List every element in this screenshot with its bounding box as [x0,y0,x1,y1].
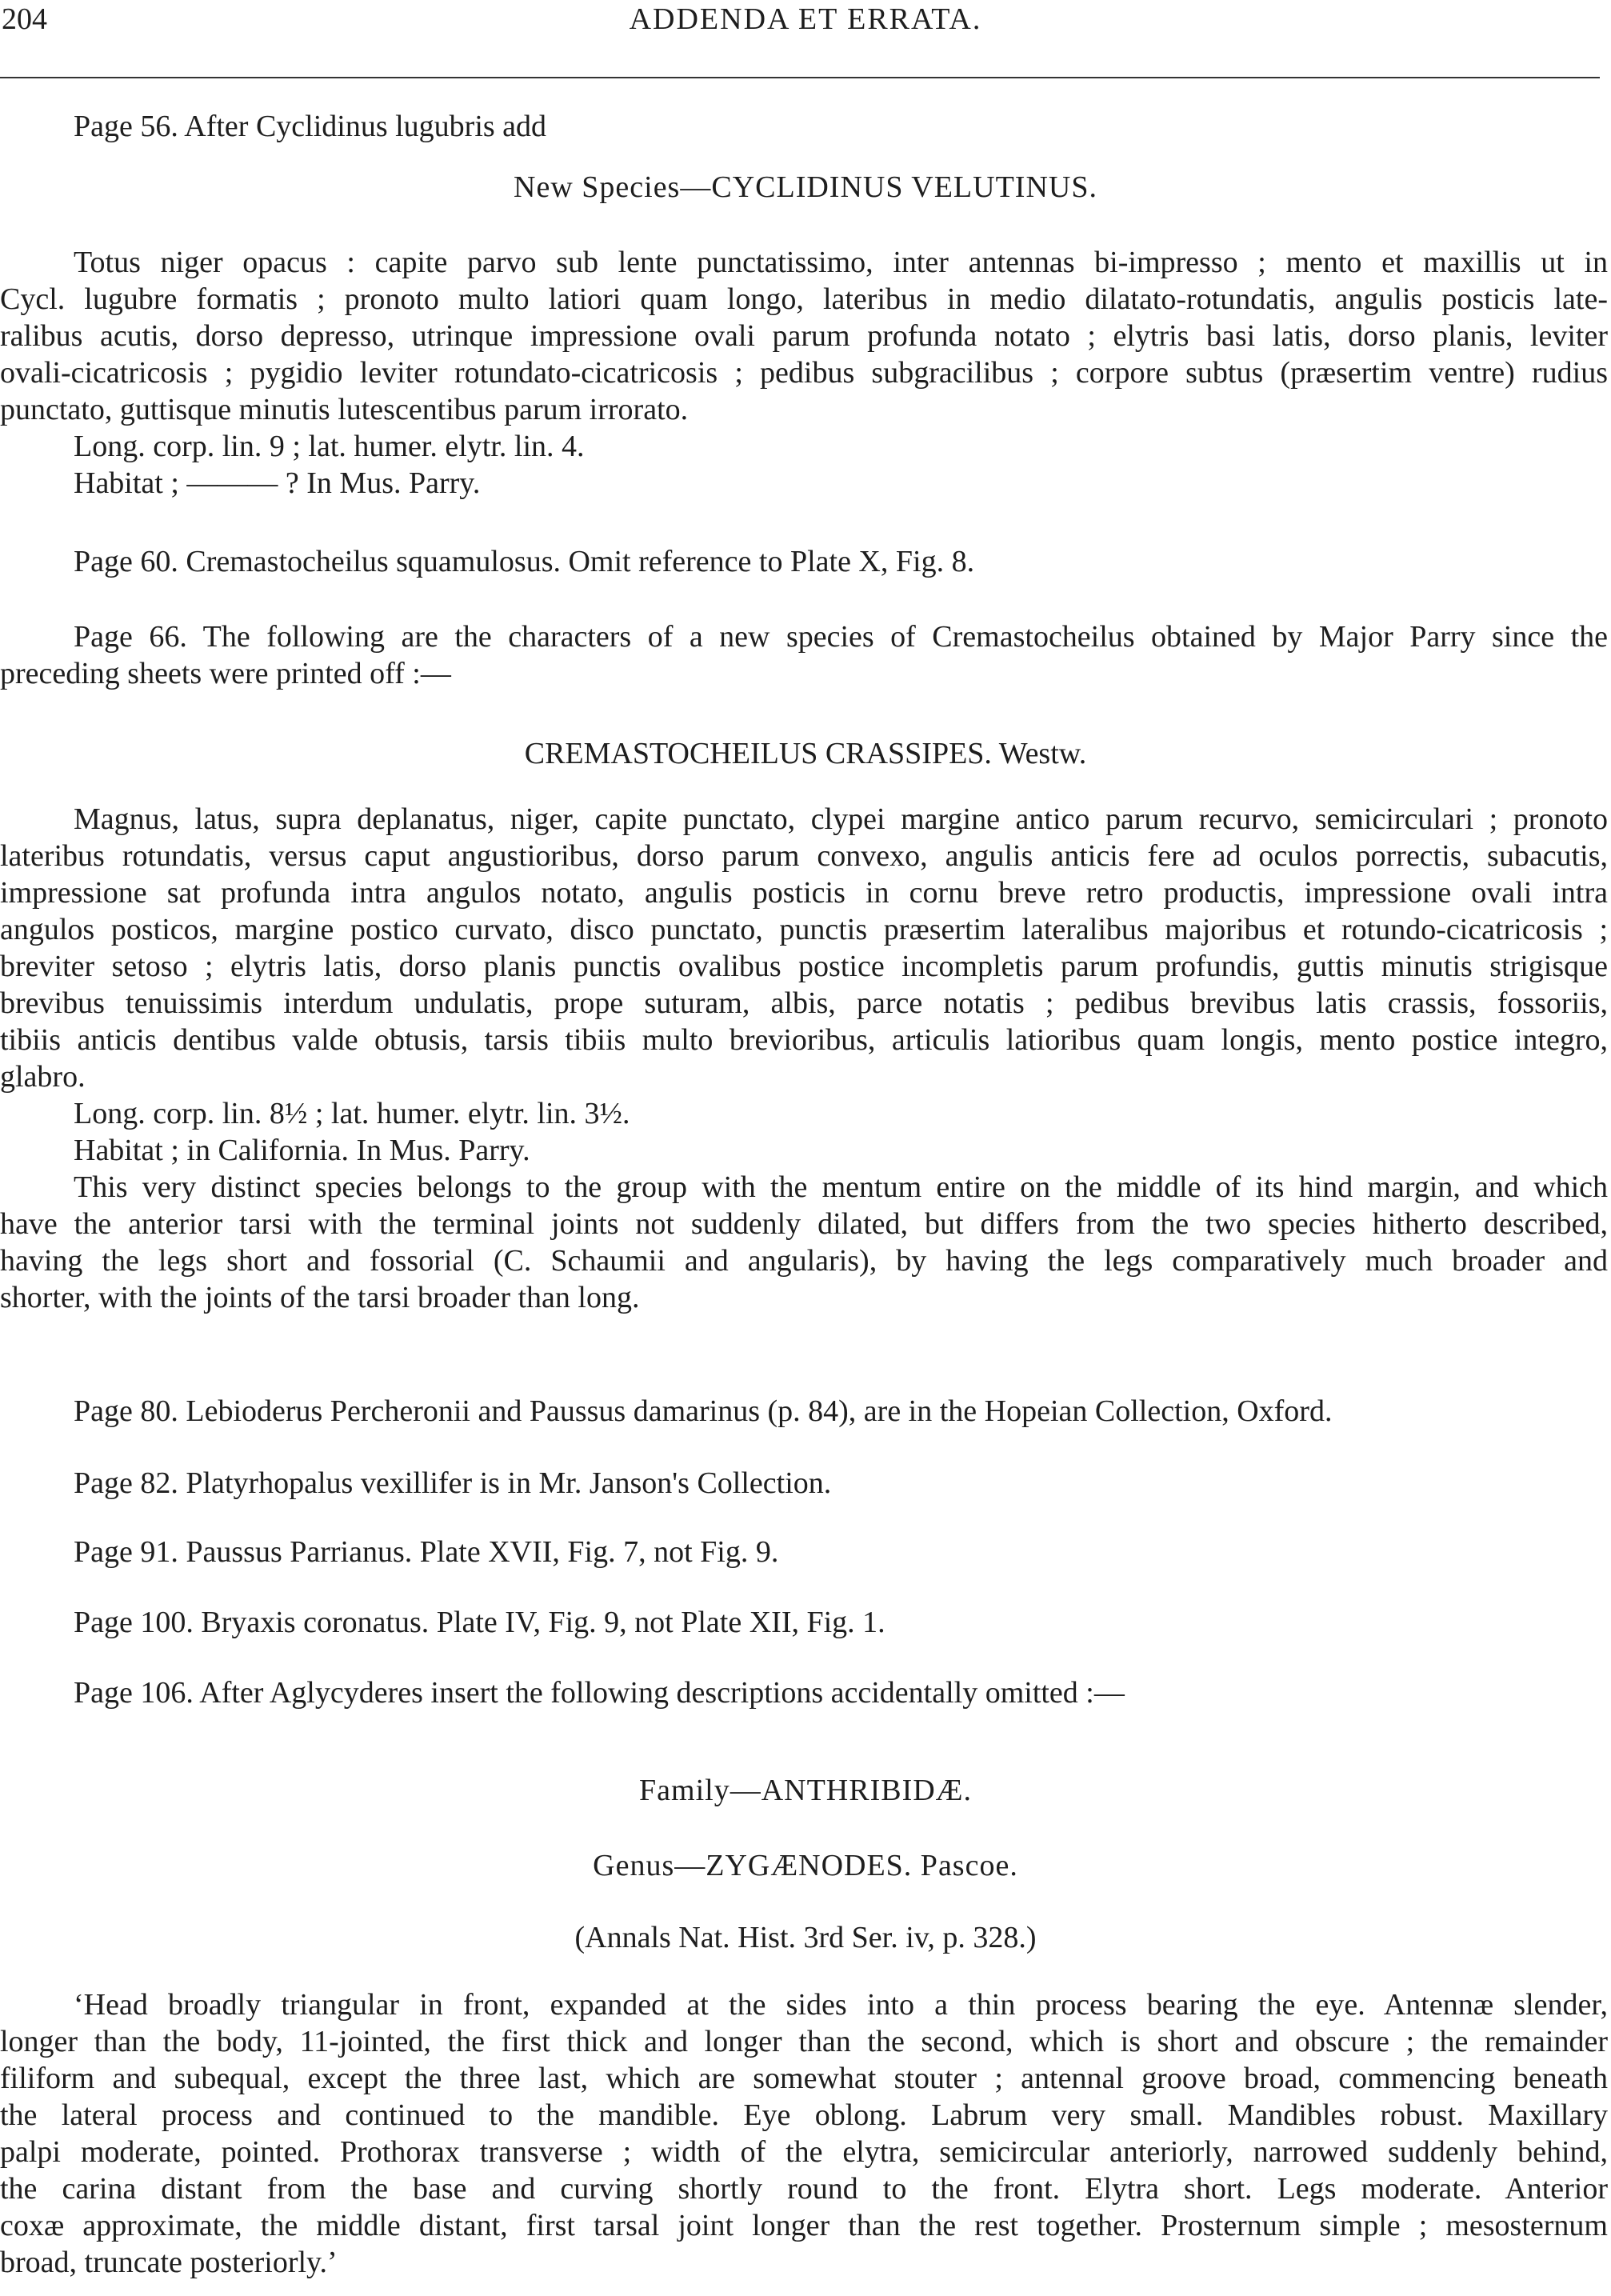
erratum-page-66: Page 66. The following are the characters of a new species of Cremastocheilus obtained by Major Parry since the [74,620,1608,654]
description-line: impressione sat profunda intra angulos notato, angulis posticis in cornu breve retro productis, impressione ovali intra [0,876,1608,910]
description-line: Magnus, latus, supra deplanatus, niger, capite punctato, clypei margine antico parum recurvo, semicirculari ; pronoto [74,802,1608,836]
remarks-line: shorter, with the joints of the tarsi broader than long. [0,1281,640,1314]
description-line: lateribus rotundatis, versus caput angustioribus, dorso parum convexo, angulis anticis fere ad oculos porrectis, subacutis, [0,839,1608,873]
habitat-line: Habitat ; in California. In Mus. Parry. [74,1134,530,1167]
erratum-page-100: Page 100. Bryaxis coronatus. Plate IV, Fig. 9, not Plate XII, Fig. 1. [74,1606,885,1639]
heading-cyclidinus-velutinus: New Species—CYCLIDINUS VELUTINUS. [514,170,1097,204]
quotation-line: broad, truncate posteriorly.’ [0,2246,338,2279]
heading-cremastocheilus-crassipes: CREMASTOCHEILUS CRASSIPES. Westw. [524,737,1087,770]
remarks-line: have the anterior tarsi with the terminal joints not suddenly dilated, but differs from the two species hitherto described, [0,1207,1608,1241]
erratum-page-106: Page 106. After Aglycyderes insert the following descriptions accidentally omitted :— [74,1676,1125,1710]
description-line: punctato, guttisque minutis lutescentibus parum irrorato. [0,393,689,426]
description-line: ralibus acutis, dorso depresso, utrinque impressione ovali parum profunda notato ; elytris basi latis, dorso planis, leviter [0,319,1608,353]
erratum-page-82: Page 82. Platyrhopalus vexillifer is in Mr. Janson's Collection. [74,1466,832,1500]
quotation-line: coxæ approximate, the middle distant, first tarsal joint longer than the rest together. Prosternum simple ; mesosternum [0,2209,1608,2242]
quotation-line: the carina distant from the base and curving shortly round to the front. Elytra short. Legs moderate. Anterior [0,2172,1608,2206]
page-header [0,0,1611,48]
page-number: 204 [2,2,47,36]
description-line: breviter setoso ; elytris latis, dorso planis punctis ovalibus postice incompletis parum profundis, guttis minutis strigisque [0,950,1608,983]
heading-genus-zygaenodes: Genus—ZYGÆNODES. Pascoe. [593,1849,1018,1882]
description-line: Totus niger opacus : capite parvo sub lente punctatissimo, inter antennas bi-impresso ; mento et maxillis ut in [74,246,1608,279]
reference-citation: (Annals Nat. Hist. 3rd Ser. iv, p. 328.) [574,1921,1037,1954]
description-line: angulos posticos, margine postico curvato, disco punctato, punctis præsertim lateralibus majoribus et rotundo-cicatricosis ; [0,913,1608,946]
header-rule [0,77,1600,78]
heading-family-anthribidae: Family—ANTHRIBIDÆ. [639,1774,972,1807]
description-line: brevibus tenuissimis interdum undulatis, prope suturam, albis, parce notatis ; pedibus brevibus latis crassis, fossoriis, [0,986,1608,1020]
remarks-line: This very distinct species belongs to the group with the mentum entire on the middle of its hind margin, and which [74,1170,1608,1204]
measurement-line: Long. corp. lin. 9 ; lat. humer. elytr. lin. 4. [74,430,585,463]
running-head: ADDENDA ET ERRATA. [629,2,982,36]
description-line: ovali-cicatricosis ; pygidio leviter rotundato-cicatricosis ; pedibus subgracilibus ; corpore subtus (præsertim ventre) rudius [0,356,1608,390]
erratum-page-91: Page 91. Paussus Parrianus. Plate XVII, Fig. 7, not Fig. 9. [74,1535,779,1569]
erratum-page-60: Page 60. Cremastocheilus squamulosus. Omit reference to Plate X, Fig. 8. [74,545,975,578]
erratum-page-80: Page 80. Lebioderus Percheronii and Paussus damarinus (p. 84), are in the Hopeian Collection, Oxford. [74,1394,1333,1428]
description-line: glabro. [0,1060,86,1094]
quotation-line: filiform and subequal, except the three last, which are somewhat stouter ; antennal groove broad, commencing beneath [0,2062,1608,2095]
remarks-line: having the legs short and fossorial (C. Schaumii and angularis), by having the legs comparatively much broader and [0,1244,1608,1278]
quotation-line: longer than the body, 11-jointed, the first thick and longer than the second, which is short and obscure ; the remainder [0,2025,1608,2058]
measurement-line: Long. corp. lin. 8½ ; lat. humer. elytr. lin. 3½. [74,1097,630,1130]
erratum-page-66-cont: preceding sheets were printed off :— [0,657,451,690]
description-line: tibiis anticis dentibus valde obtusis, tarsis tibiis multo brevioribus, articulis latioribus quam longis, mento postice integro, [0,1023,1608,1057]
erratum-page-56: Page 56. After Cyclidinus lugubris add [74,110,547,143]
quotation-line: ‘Head broadly triangular in front, expanded at the sides into a thin process bearing the eye. Antennæ slender, [74,1988,1608,2022]
habitat-line: Habitat ; ——— ? In Mus. Parry. [74,466,481,500]
description-line: Cycl. lugubre formatis ; pronoto multo latiori quam longo, lateribus in medio dilatato-rotundatis, angulis posticis late- [0,282,1608,316]
quotation-line: palpi moderate, pointed. Prothorax transverse ; width of the elytra, semicircular anteriorly, narrowed suddenly behind, [0,2135,1608,2169]
quotation-line: the lateral process and continued to the mandible. Eye oblong. Labrum very small. Mandibles robust. Maxillary [0,2098,1608,2132]
